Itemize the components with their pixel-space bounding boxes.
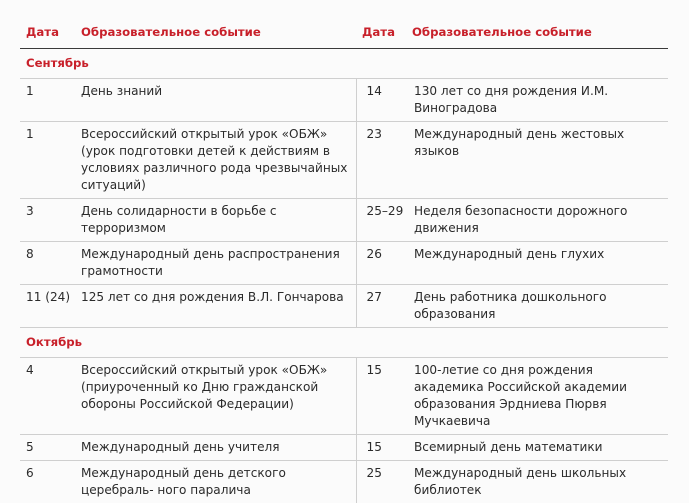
- date-cell: 25: [356, 461, 406, 503]
- event-cell: Всемирный день математики: [406, 435, 668, 461]
- table-row: [20, 199, 668, 242]
- table-row: [20, 242, 668, 285]
- event-cell: 125 лет со дня рождения В.Л. Гончарова: [75, 285, 356, 328]
- date-cell: 14: [356, 79, 406, 122]
- event-cell: Международный день школьных библиотек: [406, 461, 668, 503]
- event-cell: Международный день глухих: [406, 242, 668, 285]
- table-row: [20, 122, 668, 199]
- header-event-right: Образовательное событие: [406, 18, 668, 49]
- date-cell: 23: [356, 122, 406, 199]
- date-cell: 1: [20, 79, 75, 122]
- date-cell: 3: [20, 199, 75, 242]
- event-cell: День солидарности в борьбе с терроризмом: [75, 199, 356, 242]
- event-cell: 100-летие со дня рождения академика Российской академии образования Эрдниева Пюрвя Мучкаевича: [406, 358, 668, 435]
- table-row: [20, 79, 668, 122]
- event-cell: Международный день жестовых языков: [406, 122, 668, 199]
- table-row: [20, 358, 668, 435]
- date-cell: 8: [20, 242, 75, 285]
- date-cell: 11 (24): [20, 285, 75, 328]
- event-cell: Международный день учителя: [75, 435, 356, 461]
- date-cell: 15: [356, 358, 406, 435]
- event-cell: 130 лет со дня рождения И.М. Виноградова: [406, 79, 668, 122]
- table-row: [20, 435, 668, 461]
- header-date-right: Дата: [356, 18, 406, 49]
- header-event-left: Образовательное событие: [75, 18, 356, 49]
- date-cell: 6: [20, 461, 75, 503]
- date-cell: 15: [356, 435, 406, 461]
- table-row: [20, 285, 668, 328]
- month-label: Сентябрь: [20, 49, 668, 79]
- date-cell: 27: [356, 285, 406, 328]
- event-cell: Международный день детского церебраль- ного паралича: [75, 461, 356, 503]
- month-row-october: [20, 328, 668, 358]
- table-row: [20, 461, 668, 503]
- events-calendar-table: [20, 18, 668, 503]
- header-date-left: Дата: [20, 18, 75, 49]
- event-cell: День знаний: [75, 79, 356, 122]
- date-cell: 5: [20, 435, 75, 461]
- month-row-september: [20, 49, 668, 79]
- date-cell: 1: [20, 122, 75, 199]
- date-cell: 25–29: [356, 199, 406, 242]
- table-header-row: [20, 18, 668, 49]
- event-cell: Всероссийский открытый урок «ОБЖ» (приуроченный ко Дню гражданской обороны Российской Федерации): [75, 358, 356, 435]
- date-cell: 26: [356, 242, 406, 285]
- date-cell: 4: [20, 358, 75, 435]
- event-cell: Неделя безопасности дорожного движения: [406, 199, 668, 242]
- month-label: Октябрь: [20, 328, 668, 358]
- event-cell: День работника дошкольного образования: [406, 285, 668, 328]
- event-cell: Международный день распространения грамотности: [75, 242, 356, 285]
- event-cell: Всероссийский открытый урок «ОБЖ» (урок подготовки детей к действиям в условиях различного рода чрезвычайных ситуаций): [75, 122, 356, 199]
